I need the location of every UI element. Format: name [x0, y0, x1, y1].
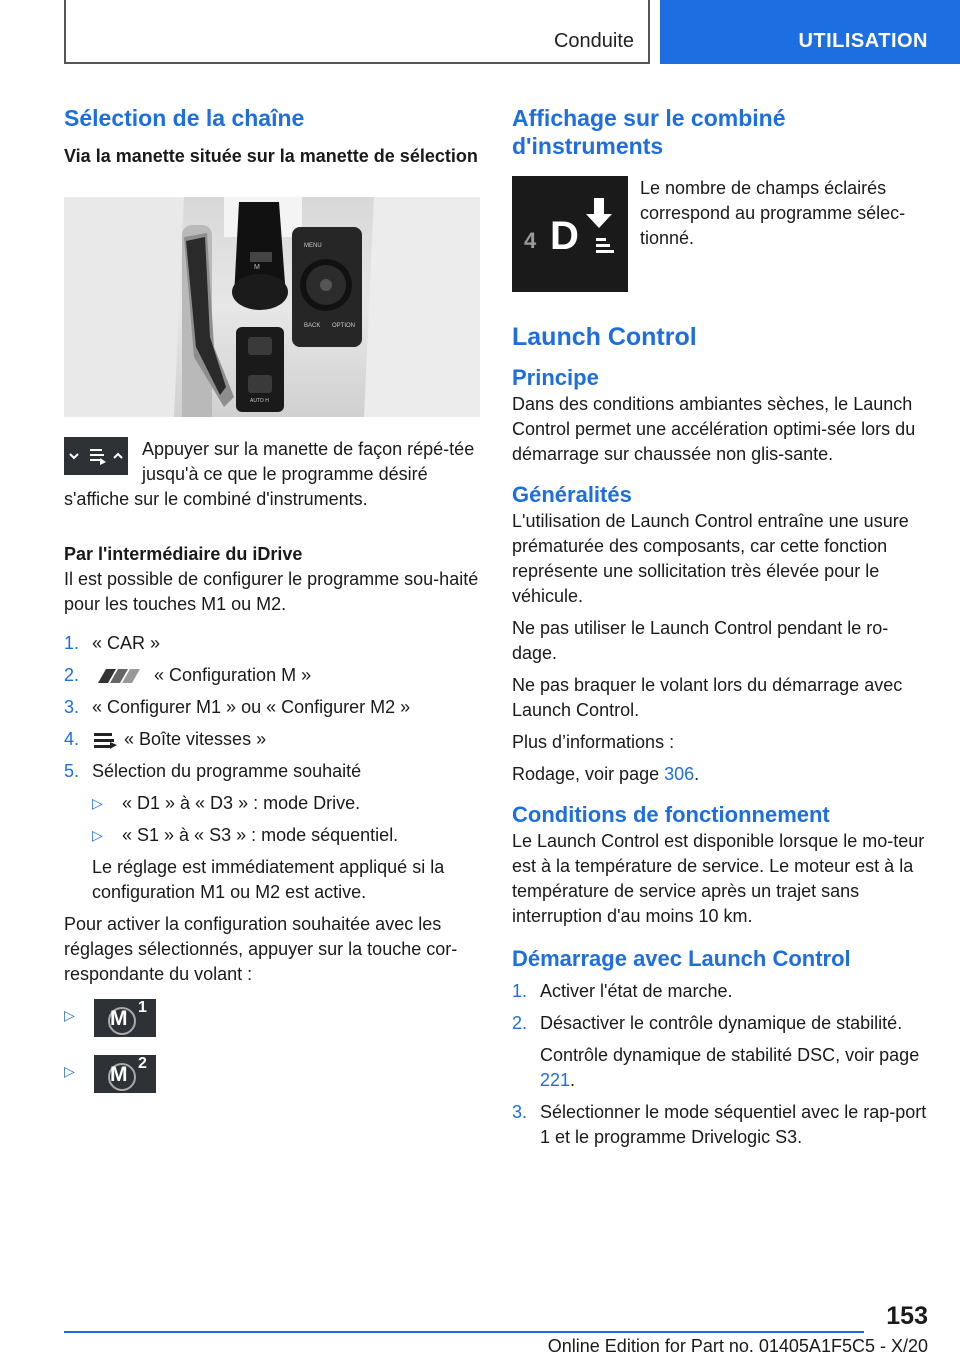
step-number: 3. — [512, 1102, 528, 1122]
activate-instruction: Pour activer la configuration souhaitée avec les réglages sélectionnés, appuyer sur la touche cor-respondante du volant : — [64, 914, 458, 984]
header-section-tab — [64, 0, 650, 64]
footer-divider — [64, 1331, 864, 1333]
rodage-page-link[interactable]: 306 — [664, 764, 695, 784]
list-item — [92, 791, 480, 816]
arrow-down-icon — [512, 176, 628, 292]
idrive-text: Il est possible de configurer le programme sou-haité pour les touches M1 ou M2. — [64, 569, 479, 614]
list-item — [512, 1100, 928, 1150]
step-number: 5. — [64, 761, 80, 781]
triangle-bullet-icon: ▷ — [92, 827, 103, 843]
triangle-bullet-icon: ▷ — [92, 795, 103, 811]
page-number: 153 — [886, 1302, 928, 1330]
m-stripes-icon — [92, 667, 148, 685]
step-number: 4. — [64, 729, 80, 749]
step-text: Désactiver le contrôle dynamique de stabilité. — [540, 1013, 903, 1033]
step-number: 1. — [512, 981, 528, 1001]
principe-title: Principe — [512, 365, 599, 390]
rodage-end: . — [694, 764, 700, 784]
photo-label-back: BACK — [304, 323, 321, 329]
section-title-selection: Sélection de la chaîne — [64, 105, 305, 131]
generalites-paragraph-2: Ne pas utiliser le Launch Control pendant le ro-dage. — [512, 618, 889, 663]
principe-text: Dans des conditions ambiantes sèches, le Launch Control permet une accélération optimi-sée lors du démarrage sur chaussée non glis-sante. — [512, 394, 916, 464]
list-item — [64, 663, 480, 688]
triangle-bullet-icon: ▷ — [64, 1007, 75, 1023]
m1-letter: M — [110, 1007, 128, 1030]
step-text: Activer l'état de marche. — [540, 981, 733, 1001]
subtitle-selector-lever: Via la manette située sur la manette de sélection — [64, 146, 478, 166]
generalites-paragraph-1: L'utilisation de Launch Control entraîne une usure prématurée des composants, car cette fonction représente une sollicitation très élevée pour le véhicule. — [512, 511, 909, 606]
step-text: « CAR » — [92, 633, 161, 653]
substep-text: « D1 » à « D3 » : mode Drive. — [122, 793, 361, 813]
step-number: 2. — [64, 665, 80, 685]
step-text: Sélectionner le mode séquentiel avec le rap-port 1 et le programme Drivelogic S3. — [540, 1102, 927, 1147]
step-text: « Boîte vitesses » — [124, 729, 267, 749]
drivelogic-rocker-icon — [64, 437, 128, 475]
selector-instruction — [64, 437, 480, 512]
photo-label-auto: AUTO H — [250, 398, 269, 404]
list-item — [512, 979, 928, 1004]
step-text: « Configuration M » — [154, 665, 312, 685]
selector-instruction-text: Appuyer sur la manette de façon répé-tée jusqu'à ce que le programme désiré s'affiche sur le combiné d'instruments. — [64, 439, 475, 509]
list-item — [92, 823, 480, 848]
step-text: Sélection du programme souhaité — [92, 761, 362, 781]
display-gear-number: 4 — [524, 228, 537, 253]
photo-label-brand: M — [254, 264, 260, 271]
list-item — [64, 759, 480, 905]
m1-button-row — [64, 999, 480, 1039]
list-item — [64, 727, 480, 752]
center-console-photo — [64, 197, 480, 417]
drive-mode-display-icon — [512, 176, 628, 292]
launch-control-title: Launch Control — [512, 323, 697, 351]
header-chapter-tab — [660, 0, 960, 64]
rodage-text: Rodage, voir page — [512, 764, 665, 784]
program-substeps — [92, 791, 480, 848]
photo-label-menu: MENU — [304, 243, 322, 249]
generalites-paragraph-4: Plus d’informations : — [512, 732, 675, 752]
m2-button-icon — [94, 1055, 156, 1093]
step-number: 3. — [64, 697, 80, 717]
left-column — [64, 100, 480, 1095]
launch-steps — [512, 979, 928, 1150]
display-mode-letter: D — [550, 214, 579, 258]
m2-button-row — [64, 1055, 480, 1095]
m2-number: 2 — [138, 1055, 147, 1072]
step-text: « Configurer M1 » ou « Configurer M2 » — [92, 697, 411, 717]
gearbox-icon — [92, 730, 118, 750]
step-number: 1. — [64, 633, 80, 653]
step-number: 2. — [512, 1013, 528, 1033]
list-item — [64, 631, 480, 656]
dsc-end: . — [570, 1070, 576, 1090]
dsc-text: Contrôle dynamique de stabilité DSC, voir page — [540, 1045, 920, 1065]
idrive-steps — [64, 631, 480, 905]
footer-edition: Online Edition for Part no. 01405A1F5C5 - X/20 — [547, 1336, 928, 1356]
photo-label-option: OPTION — [332, 323, 356, 329]
section-title-display: Affichage sur le combiné d'instruments — [512, 105, 786, 159]
display-text: Le nombre de champs éclairés correspond au programme sélec-tionné. — [640, 178, 906, 248]
demarrage-title: Démarrage avec Launch Control — [512, 946, 851, 971]
triangle-bullet-icon: ▷ — [64, 1063, 75, 1079]
display-info — [512, 176, 928, 294]
conditions-text: Le Launch Control est disponible lorsque le mo-teur est à la température de service. Le moteur est à la température de service après un trajet sans interruption d'au moins 10 km. — [512, 831, 925, 926]
dsc-page-link[interactable]: 221 — [540, 1070, 571, 1090]
m1-button-icon — [94, 999, 156, 1037]
dsc-reference — [540, 1043, 928, 1093]
configuration-note: Le réglage est immédiatement appliqué si la configuration M1 ou M2 est active. — [92, 857, 445, 902]
m2-letter: M — [110, 1063, 128, 1086]
idrive-heading: Par l'intermédiaire du iDrive — [64, 544, 303, 564]
m1-number: 1 — [138, 999, 147, 1016]
list-item — [512, 1011, 928, 1093]
generalites-paragraph-3: Ne pas braquer le volant lors du démarrage avec Launch Control. — [512, 675, 903, 720]
header-chapter-title: UTILISATION — [798, 30, 928, 52]
rodage-reference — [512, 762, 928, 787]
header-section-title: Conduite — [553, 30, 634, 52]
right-column — [512, 100, 928, 1157]
center-console-illustration — [64, 197, 480, 417]
list-item — [64, 695, 480, 720]
substep-text: « S1 » à « S3 » : mode séquentiel. — [122, 825, 399, 845]
generalites-title: Généralités — [512, 482, 632, 507]
conditions-title: Conditions de fonctionnement — [512, 802, 830, 827]
